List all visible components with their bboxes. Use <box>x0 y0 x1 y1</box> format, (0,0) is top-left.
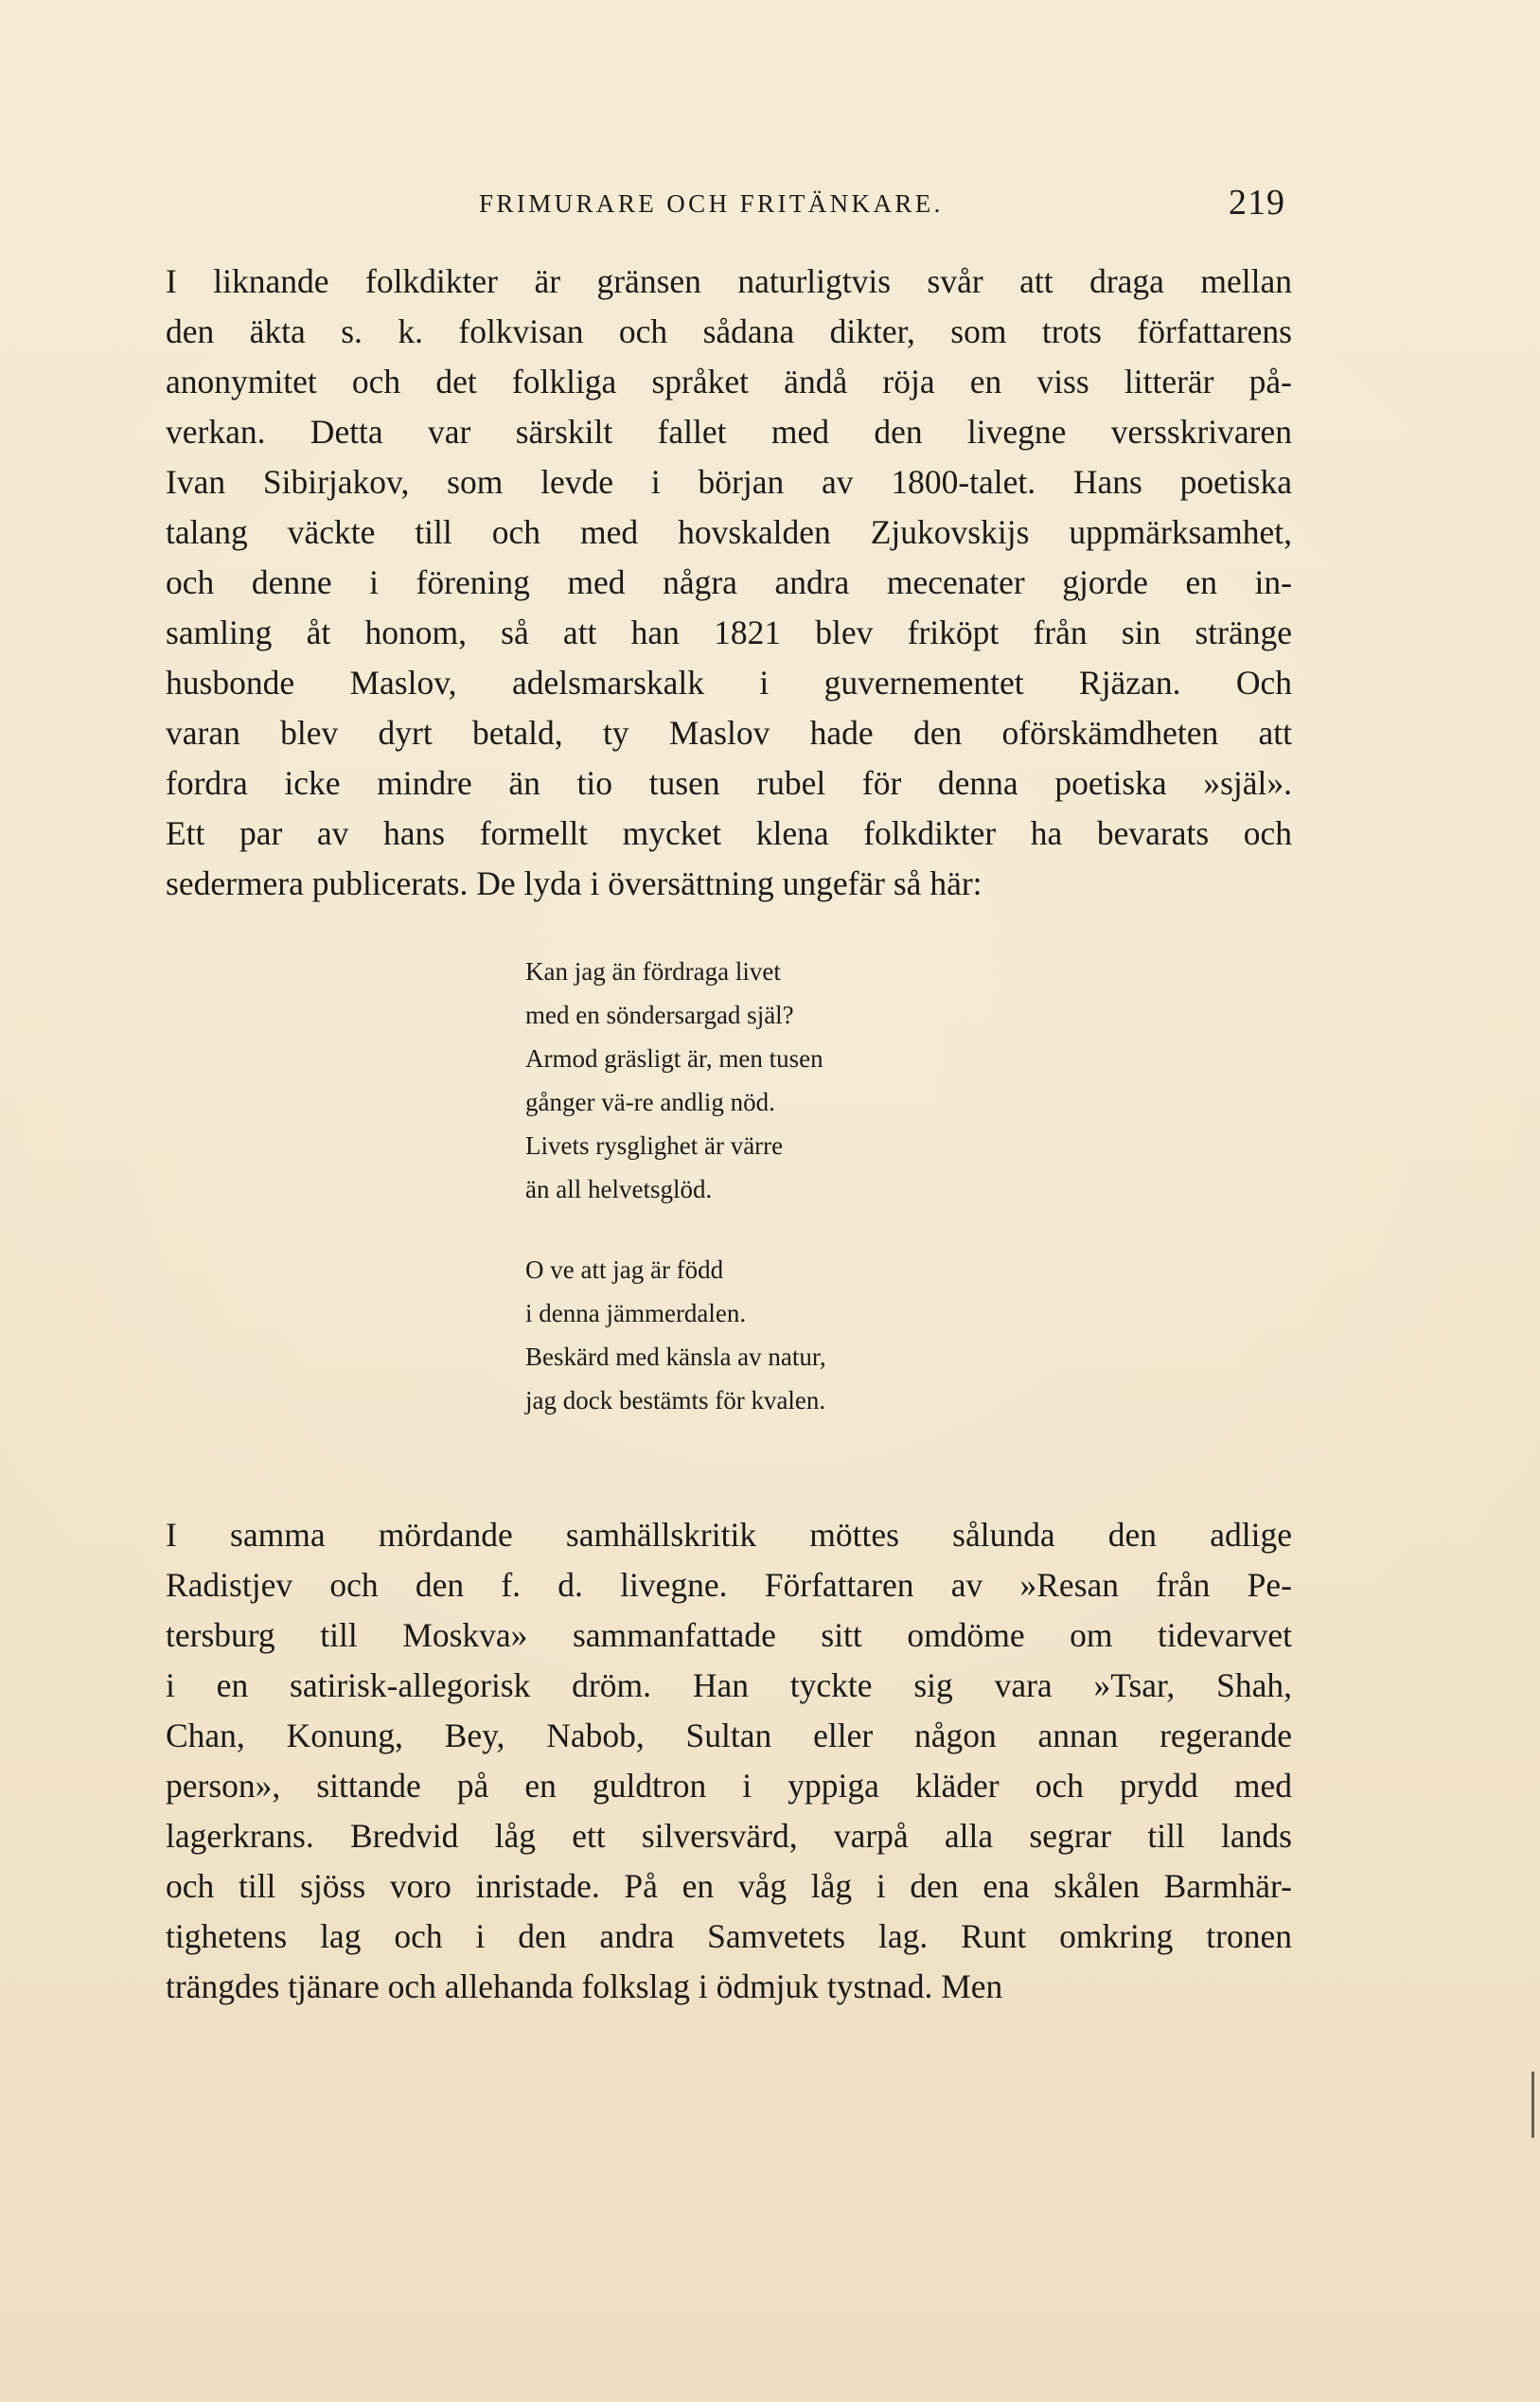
paragraph-1-line-9: husbonde Maslov, adelsmarskalk i guvernementet Rjäzan. Och <box>166 664 1292 702</box>
poem-line-6: än all helvetsglöd. <box>525 1175 713 1203</box>
paragraph-1-line-7: och denne i förening med några andra mecenater gjorde en in- <box>166 563 1292 601</box>
running-head: FRIMURARE OCH FRITÄNKARE. <box>479 189 944 218</box>
paragraph-1-line-11: fordra icke mindre än tio tusen rubel för denna poetiska »själ». <box>166 764 1292 802</box>
poem-line-10: jag dock bestämts för kvalen. <box>525 1386 826 1415</box>
poem-line-1: Kan jag än fördraga livet <box>525 957 781 986</box>
poem-line-3: Armod gräsligt är, men tusen <box>525 1044 823 1073</box>
paragraph-1-line-3: anonymitet och det folkliga språket ändå röja en viss litterär på- <box>166 363 1292 400</box>
paragraph-2-line-6: person», sittande på en guldtron i yppiga kläder och prydd med <box>166 1767 1292 1805</box>
poem-line-7: O ve att jag är född <box>525 1255 724 1284</box>
page-header <box>271 183 1285 231</box>
poem-line-2: med en söndersargad själ? <box>525 1001 794 1029</box>
paragraph-1-line-4: verkan. Detta var särskilt fallet med den livegne versskrivaren <box>166 413 1292 451</box>
poem-stanza-1 <box>525 950 970 1211</box>
paragraph-2-line-8: och till sjöss voro inristade. På en våg låg i den ena skålen Barmhär- <box>166 1867 1292 1905</box>
poem-stanza-2 <box>525 1248 970 1422</box>
paragraph-2-line-3: tersburg till Moskva» sammanfattade sitt omdöme om tidevarvet <box>166 1616 1292 1654</box>
paragraph-1-line-12: Ett par av hans formellt mycket klena folkdikter ha bevarats och <box>166 814 1292 852</box>
paragraph-1-line-13: sedermera publicerats. De lyda i översättning ungefär så här: <box>166 864 982 902</box>
paragraph-2-line-1: I samma mördande samhällskritik möttes sålunda den adlige <box>166 1516 1292 1554</box>
paragraph-2-line-7: lagerkrans. Bredvid låg ett silversvärd, varpå alla segrar till lands <box>166 1817 1292 1855</box>
poem-line-4: gånger vä-re andlig nöd. <box>525 1088 775 1116</box>
paragraph-2-line-5: Chan, Konung, Bey, Nabob, Sultan eller någon annan regerande <box>166 1717 1292 1754</box>
paragraph-1-line-1: I liknande folkdikter är gränsen naturligtvis svår att draga mellan <box>166 262 1292 300</box>
paragraph-2 <box>166 1510 1292 2012</box>
paragraph-1-line-10: varan blev dyrt betald, ty Maslov hade den oförskämdheten att <box>166 714 1292 752</box>
paragraph-1-line-5: Ivan Sibirjakov, som levde i början av 1800-talet. Hans poetiska <box>166 463 1292 501</box>
paragraph-2-line-9: tighetens lag och i den andra Samvetets lag. Runt omkring tronen <box>166 1917 1292 1955</box>
paragraph-1-line-2: den äkta s. k. folkvisan och sådana dikter, som trots författarens <box>166 312 1292 350</box>
paragraph-1 <box>166 257 1292 909</box>
paragraph-2-line-2: Radistjev och den f. d. livegne. Författaren av »Resan från Pe- <box>166 1566 1292 1604</box>
poem-line-8: i denna jämmerdalen. <box>525 1299 747 1327</box>
paragraph-2-line-4: i en satirisk-allegorisk dröm. Han tyckte sig vara »Tsar, Shah, <box>166 1666 1292 1704</box>
page-number: 219 <box>1229 183 1285 222</box>
poem-line-9: Beskärd med känsla av natur, <box>525 1343 826 1371</box>
paragraph-1-line-8: samling åt honom, så att han 1821 blev friköpt från sin stränge <box>166 614 1292 651</box>
paragraph-1-line-6: talang väckte till och med hovskalden Zjukovskijs uppmärksamhet, <box>166 513 1292 551</box>
scan-margin-mark <box>1531 2072 1534 2138</box>
paragraph-2-line-10: trängdes tjänare och allehanda folkslag i ödmjuk tystnad. Men <box>166 1967 1003 2005</box>
poem-line-5: Livets rysglighet är värre <box>525 1131 784 1160</box>
